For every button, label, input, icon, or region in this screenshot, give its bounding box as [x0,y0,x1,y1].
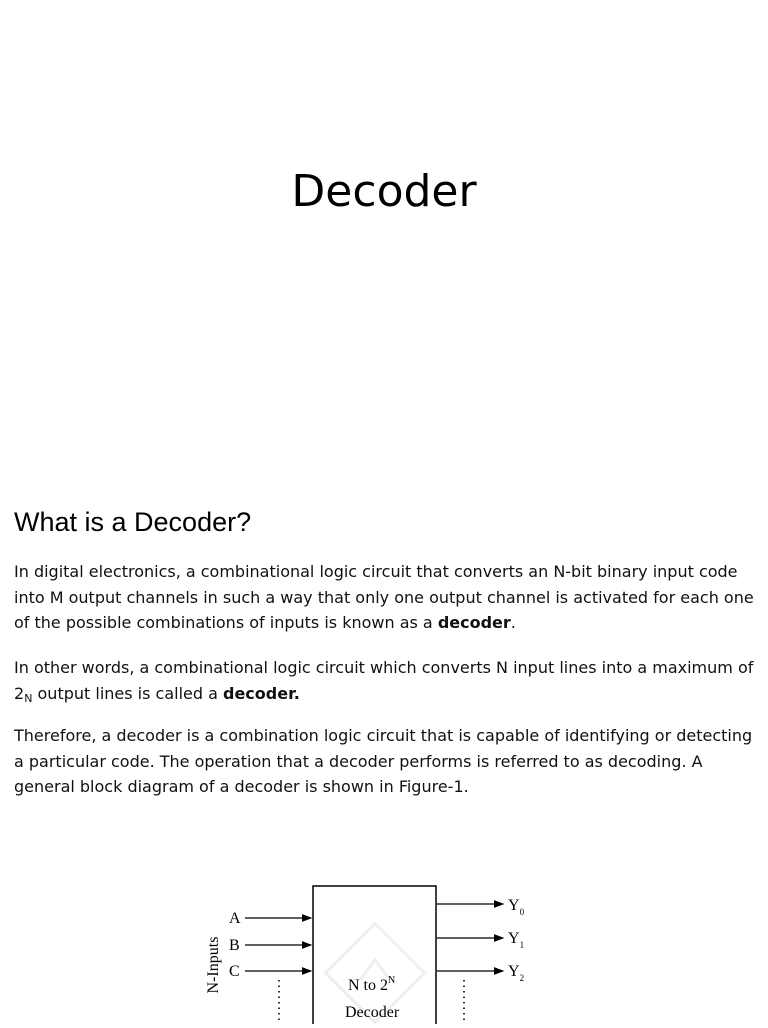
slide-title: Decoder [291,166,477,217]
decoder-diagram-svg [0,860,768,1024]
p1-text: In digital electronics, a combinational logic circuit that converts an N-bit binary input code into M output channels in such a way that only one output channel is activated for each one of the possible combinations of inputs is known as a [14,562,754,632]
p2-text: In other words, a combinational logic circuit which converts N input lines into a maximum of 2 [14,658,754,703]
paragraph-other-words [14,655,759,706]
section-heading: What is a Decoder? [14,507,252,537]
input-label-b: B [229,937,240,954]
paragraph-definition [14,559,759,636]
p2-text-middle: output lines is called a [32,683,223,703]
inputs-label: N-Inputs [205,936,222,994]
p1-text-end: . [510,613,516,632]
input-label-c: C [229,963,240,980]
input-label-a: A [229,910,241,927]
p2-subscript: N [24,691,33,705]
block-label-decoder: Decoder [345,1004,400,1021]
p1-bold-term: decoder [437,613,511,632]
output-label-y0: $Y_0$ [508,897,525,917]
output-label-y1: $Y_1$ [508,930,525,950]
p2-bold-term: decoder. [223,683,300,703]
paragraph-therefore: Therefore, a decoder is a combination logic circuit that is capable of identifying or detecting a particular code. The operation that a decoder performs is referred to as decoding. A general block diagram of a decoder is shown in Figure-1. [14,726,753,796]
block-label-n-to-2n: N to $2^N$ [348,975,396,994]
decoder-block-diagram [0,860,768,1024]
output-label-y2: $Y_2$ [508,963,525,983]
